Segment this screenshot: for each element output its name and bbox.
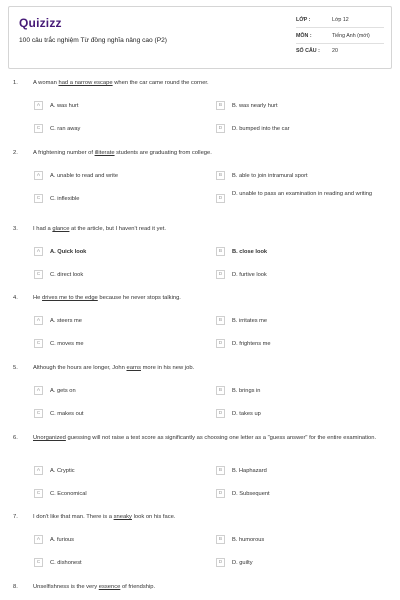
option-letter-box: D — [216, 409, 225, 418]
option-letter-box: A — [34, 466, 43, 475]
option-letter-box: A — [34, 247, 43, 256]
option-letter-box: C — [34, 409, 43, 418]
option-letter-box: B — [216, 171, 225, 180]
option-letter-box: D — [216, 489, 225, 498]
question-text-before: I had a — [33, 226, 53, 232]
option-letter-box: D — [216, 124, 225, 133]
question-number: 8. — [13, 584, 18, 590]
option-letter-box: B — [216, 466, 225, 475]
option-text: B. Haphazard — [232, 468, 267, 474]
option-text: B. able to join intramural sport — [232, 173, 308, 179]
option-text: B. close look — [232, 249, 268, 255]
option-text: D. Subsequent — [232, 491, 270, 497]
question-keyword: glance — [52, 226, 70, 232]
question-text-after: students are graduating from college. — [114, 150, 212, 156]
question-text — [33, 225, 388, 234]
question-text — [33, 149, 388, 158]
question-text — [33, 79, 388, 88]
meta-label: MÔN : — [296, 33, 312, 39]
option-letter-box: A — [34, 171, 43, 180]
question-text-after: when the car came round the corner. — [112, 80, 209, 86]
option-text: C. Economical — [50, 491, 87, 497]
meta-value: Tiếng Anh (mới) — [332, 33, 370, 39]
option-text: B. irritates me — [232, 318, 268, 324]
question-keyword: Unorganized — [33, 435, 66, 441]
option-letter-box: D — [216, 270, 225, 279]
question-text-before: A woman — [33, 80, 59, 86]
option-text: A. gets on — [50, 388, 76, 394]
option-text: D. bumped into the car — [232, 126, 290, 132]
question-number: 7. — [13, 514, 18, 520]
question-text-before: A frightening number of — [33, 150, 95, 156]
option-text: B. humorous — [232, 537, 265, 543]
option-letter-box: C — [34, 194, 43, 203]
question-number: 6. — [13, 435, 18, 441]
option-text: A. Quick look — [50, 249, 87, 255]
option-text: D. unable to pass an examination in reading and writing — [232, 191, 373, 197]
question-text — [33, 583, 388, 592]
question-text-before: Although the hours are longer, John — [33, 365, 127, 371]
meta-label: SỐ CÂU : — [296, 48, 320, 54]
question-text-after: more in his new job. — [140, 365, 195, 371]
page-title: 100 câu trắc nghiệm Từ đồng nghĩa nâng cao (P2) — [19, 37, 167, 44]
question-keyword: had a narrow escape — [58, 80, 113, 86]
question-keyword: earns — [126, 365, 141, 371]
question-keyword: drives me to the edge — [42, 295, 98, 301]
meta-value: 20 — [332, 48, 338, 54]
option-letter-box: A — [34, 386, 43, 395]
question-text — [33, 434, 388, 443]
question-text-after: because he never stops talking. — [97, 295, 181, 301]
option-text: C. inflexible — [50, 196, 80, 202]
option-letter-box: A — [34, 316, 43, 325]
question-text-after: look on his face. — [131, 514, 176, 520]
option-text: A. furious — [50, 537, 75, 543]
option-text: C. makes out — [50, 411, 84, 417]
question-number: 5. — [13, 365, 18, 371]
option-text: D. furtive look — [232, 272, 267, 278]
option-text: D. guilty — [232, 560, 253, 566]
option-text: A. unable to read and write — [50, 173, 118, 179]
option-text: B. brings in — [232, 388, 261, 394]
question-number: 3. — [13, 226, 18, 232]
option-letter-box: D — [216, 558, 225, 567]
divider — [296, 43, 384, 44]
option-letter-box: B — [216, 386, 225, 395]
question-text — [33, 513, 388, 522]
question-number: 1. — [13, 80, 18, 86]
option-text: C. dishonest — [50, 560, 82, 566]
meta-value: Lớp 12 — [332, 17, 349, 23]
meta-label: LỚP : — [296, 17, 311, 23]
option-letter-box: B — [216, 101, 225, 110]
question-text-before: I don't like that man. There is a — [33, 514, 114, 520]
question-number: 4. — [13, 295, 18, 301]
divider — [296, 27, 384, 28]
option-text: C. direct look — [50, 272, 84, 278]
option-text: A. steers me — [50, 318, 82, 324]
option-letter-box: C — [34, 270, 43, 279]
option-text: A. was hurt — [50, 103, 79, 109]
question-text-after: of friendship. — [120, 584, 156, 590]
option-text: C. moves me — [50, 341, 84, 347]
question-keyword: sneaky — [113, 514, 132, 520]
question-text-after: at the article, but I haven't read it yet. — [69, 226, 166, 232]
question-text-after: guessing will not raise a test score as significantly as choosing one letter as a "guess answer" for the entire examination. — [65, 435, 377, 441]
option-letter-box: D — [216, 339, 225, 348]
question-number: 2. — [13, 150, 18, 156]
option-letter-box: A — [34, 101, 43, 110]
option-text: B. was nearly hurt — [232, 103, 278, 109]
quizizz-logo: Quizizz — [19, 16, 62, 30]
option-letter-box: C — [34, 489, 43, 498]
option-text: D. takes up — [232, 411, 261, 417]
option-letter-box: C — [34, 339, 43, 348]
option-letter-box: C — [34, 124, 43, 133]
option-letter-box: B — [216, 535, 225, 544]
question-text — [33, 364, 388, 373]
question-text-before: Unselfishness is the very — [33, 584, 99, 590]
option-letter-box: A — [34, 535, 43, 544]
question-text — [33, 294, 388, 303]
option-letter-box: B — [216, 316, 225, 325]
question-text-before: He — [33, 295, 43, 301]
option-text: C. ran away — [50, 126, 81, 132]
option-letter-box: C — [34, 558, 43, 567]
option-text: D. frightens me — [232, 341, 271, 347]
option-text: A. Cryptic — [50, 468, 75, 474]
option-letter-box: D — [216, 194, 225, 203]
question-keyword: essence — [98, 584, 121, 590]
question-keyword: illiterate — [94, 150, 115, 156]
option-letter-box: B — [216, 247, 225, 256]
